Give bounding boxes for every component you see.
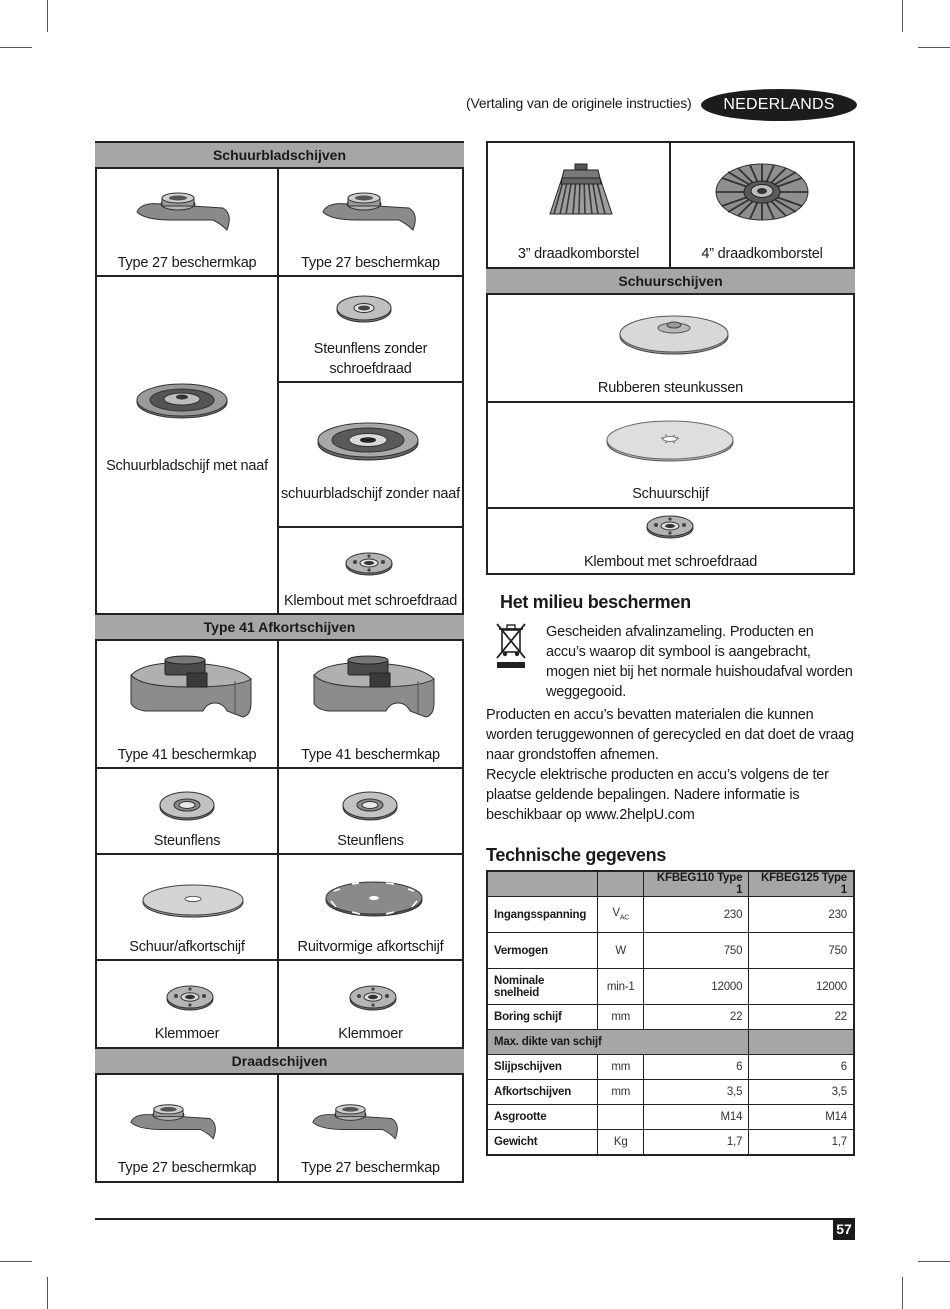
flap-disc-no-hub-icon [316,420,420,462]
environment-symbol-text: Gescheiden afvalinzameling. Producten en accu’s waarop dit symbool is aangebracht, mogen niet bij het normale huishoudafval worden weggegooid. [546,624,853,700]
caption-clamp-bolt: Klembout met schroefdraad [583,554,758,570]
table-row [487,1105,854,1130]
spec-value: 230 [749,897,854,933]
table-cell [749,1030,854,1055]
spec-label: Nominale snelheid [487,969,598,1005]
type41-guard-icon [125,655,255,723]
type41-guard-icon [308,655,438,723]
spec-value: 1,7 [644,1130,749,1155]
spec-value: 22 [749,1005,854,1030]
caption-clamp-nut: Klemmoer [338,1026,403,1042]
spec-value: 1,7 [749,1130,854,1155]
spec-value: M14 [749,1105,854,1130]
caption-type27-guard: Type 27 beschermkap [117,1160,257,1176]
caption-backing-flange: Steunflens [337,833,404,849]
section-title-environment: Het milieu beschermen [500,592,691,612]
clamp-nut-icon [645,514,695,540]
caption-backing-flange: Steunflens zonder schroefdraad [313,341,428,377]
caption-flap-disc-hub: Schuurbladschijf met naaf [106,458,268,474]
environment-paragraph: Recycle elektrische producten en accu’s volgens de ter plaatse geldende bepalingen. Nadere informatie is beschikbaar op www.2helpU.com [486,767,829,823]
tech-specs-table [486,870,855,1156]
table-row [487,1005,854,1030]
spec-value: 230 [644,897,749,933]
spec-value: 750 [644,933,749,969]
crop-mark [47,1277,48,1309]
spec-value: 3,5 [644,1080,749,1105]
crop-mark [918,47,950,48]
spec-unit: W [598,933,644,969]
caption-type27-guard: Type 27 beschermkap [301,1160,440,1176]
spec-unit: min-1 [598,969,644,1005]
spec-unit: mm [598,1005,644,1030]
table-row [487,1130,854,1155]
spec-label: Asgrootte [487,1105,598,1130]
spec-value: 6 [749,1055,854,1080]
row-divider [95,767,464,769]
caption-sanding-disc: Schuurschijf [632,486,709,502]
page-number: 57 [833,1218,855,1240]
caption-type41-guard: Type 41 beschermkap [301,747,440,763]
spec-value: 3,5 [749,1080,854,1105]
table-row [487,1080,854,1105]
cell-divider [277,276,279,614]
caption-clamp-nut: Klemmoer [154,1026,220,1042]
flap-disc-hub-icon [135,382,229,420]
model-column-header: KFBEG110 Type 1 [644,871,749,897]
spec-group-label: Max. dikte van schijf [487,1030,749,1055]
cup-wire-brush-icon [546,162,616,218]
type27-guard-icon [125,1102,221,1146]
backing-flange-icon [335,294,393,324]
row-divider [486,507,855,509]
spec-label: Boring schijf [487,1005,598,1030]
spec-unit: mm [598,1080,644,1105]
backing-flange-icon [158,790,216,822]
row-divider [95,853,464,855]
caption-cutting-disc: Schuur/afkortschijf [129,939,245,955]
backing-flange-icon [341,790,399,822]
type27-guard-icon [307,1102,403,1146]
caption-diamond-disc: Ruitvormige afkortschijf [297,939,444,955]
language-badge: NEDERLANDS [701,89,857,121]
crop-mark [902,0,903,32]
spec-label: Slijpschijven [487,1055,598,1080]
spec-value: 6 [644,1055,749,1080]
table-subheader-row [487,1030,854,1055]
caption-flap-disc-no-hub: schuurbladschijf zonder naaf [281,486,460,502]
type27-guard-icon [317,190,421,238]
spec-value: 22 [644,1005,749,1030]
model-column-header: KFBEG125 Type 1 [749,871,854,897]
spec-unit: $V_{AC}$ [598,897,644,933]
environment-paragraph: Producten en accu’s bevatten materialen die kunnen worden teruggewonnen of gerecycled en dat doet de vraag naar grondstoffen afnemen. [486,707,854,763]
section-header-draadschijven: Draadschijven [95,1047,464,1075]
row-divider [95,275,464,277]
table-header-cell [598,871,644,897]
spec-value: 750 [749,933,854,969]
spec-label: Vermogen [487,933,598,969]
clamp-nut-icon [165,984,215,1012]
spec-label: Afkortschijven [487,1080,598,1105]
row-divider [277,526,464,528]
section-title-tech: Technische gegevens [486,845,667,865]
crossed-out-wheelie-bin-icon [495,620,527,670]
wheel-wire-brush-icon [714,162,810,222]
spec-unit: Kg [598,1130,644,1155]
caption-cup-brush: 3” draadkomborstel [517,246,640,262]
caption-type27-guard: Type 27 beschermkap [301,255,440,271]
caption-type41-guard: Type 41 beschermkap [117,747,257,763]
spec-value: 12000 [644,969,749,1005]
caption-type27-guard: Type 27 beschermkap [117,255,257,271]
section-header-schuurschijven: Schuurschijven [486,267,855,295]
table-row [487,933,854,969]
crop-mark [47,0,48,32]
spec-unit: mm [598,1055,644,1080]
caption-wheel-brush: 4” draadkomborstel [701,246,823,262]
type27-guard-icon [131,190,235,238]
crop-mark [902,1277,903,1309]
cutting-disc-icon [141,883,245,919]
footer-rule [95,1218,855,1220]
table-header-cell [487,871,598,897]
caption-backing-flange: Steunflens [153,833,221,849]
spec-label: Ingangsspanning [487,897,598,933]
crop-mark [918,1261,950,1262]
rubber-backing-pad-icon [618,312,730,356]
caption-clamp-bolt: Klembout met schroefdraad [283,593,458,609]
spec-value: M14 [644,1105,749,1130]
table-row [487,897,854,933]
spec-unit [598,1105,644,1130]
row-divider [486,401,855,403]
diamond-cutting-disc-icon [324,879,424,919]
crop-mark [0,1261,32,1262]
crop-mark [0,47,32,48]
clamp-nut-icon [348,984,398,1012]
clamp-nut-icon [344,551,394,577]
section-header-type41: Type 41 Afkortschijven [95,613,464,641]
row-divider [277,381,464,383]
header-note: (Vertaling van de originele instructies) [466,95,692,111]
section-header-schuurbladschijven: Schuurbladschijven [95,141,464,169]
table-row [487,969,854,1005]
sanding-disc-icon [605,419,735,463]
table-row [487,1055,854,1080]
caption-backing-pad: Rubberen steunkussen [597,380,744,396]
spec-label: Gewicht [487,1130,598,1155]
spec-value: 12000 [749,969,854,1005]
row-divider [95,959,464,961]
